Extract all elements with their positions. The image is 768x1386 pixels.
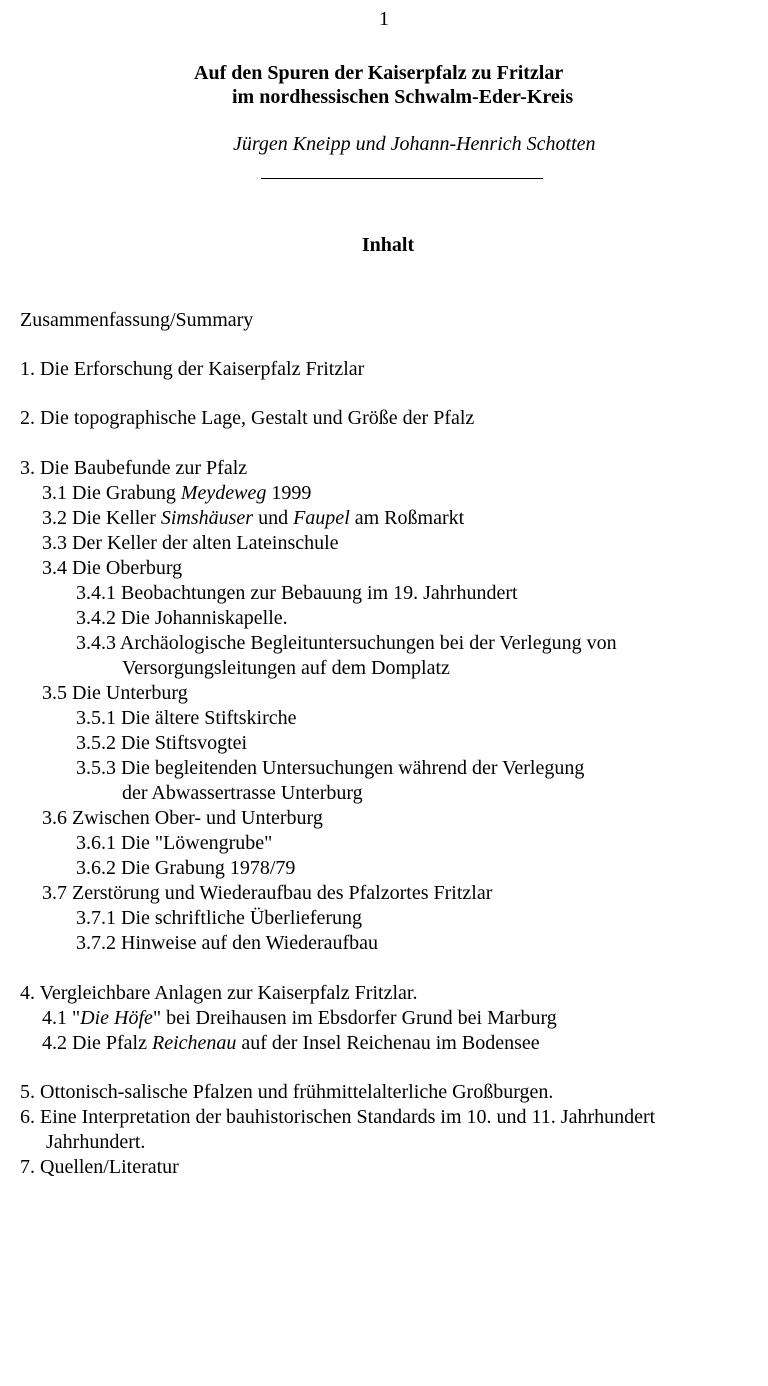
- toc-entry-italic-text: Reichenau: [151, 1032, 237, 1054]
- toc-entry-italic-text: Meydeweg: [180, 482, 267, 504]
- toc-entry-text: Zusammenfassung/Summary: [20, 309, 254, 331]
- toc-entry: [42, 881, 492, 906]
- toc-entry: [42, 531, 339, 556]
- toc-entry-text: Jahrhundert.: [46, 1131, 146, 1153]
- toc-entry-text: 3. Die Baubefunde zur Pfalz: [20, 457, 248, 479]
- toc-entry-text: 5. Ottonisch-salische Pfalzen und frühmittelalterliche Großburgen.: [20, 1081, 554, 1103]
- toc-entry-text: 3.6 Zwischen Ober- und Unterburg: [42, 807, 323, 829]
- toc-entry-text: 4.2 Die Pfalz: [42, 1032, 152, 1054]
- toc-entry-text: 2. Die topographische Lage, Gestalt und Größe der Pfalz: [20, 407, 475, 429]
- toc-entry: [76, 606, 288, 631]
- toc-entry: [20, 1080, 553, 1105]
- toc-entry: [76, 581, 518, 606]
- toc-entry-text: 1. Die Erforschung der Kaiserpfalz Fritzlar: [20, 358, 365, 380]
- toc-entry: [20, 1105, 655, 1130]
- toc-entry: [20, 981, 417, 1006]
- toc-entry-text: " bei Dreihausen im Ebsdorfer Grund bei Marburg: [152, 1007, 557, 1029]
- toc-entry-text: der Abwassertrasse Unterburg: [122, 782, 363, 804]
- toc-entry-text: 3.2 Die Keller: [42, 507, 161, 529]
- toc-entry-text: am Roßmarkt: [349, 507, 465, 529]
- toc-entry: [76, 931, 378, 956]
- toc-entry: [122, 781, 363, 806]
- toc-entry: [76, 756, 584, 781]
- toc-entry-text: 7. Quellen/Literatur: [20, 1156, 179, 1178]
- toc-entry-text: 1999: [266, 482, 312, 504]
- title-divider: [261, 178, 543, 179]
- toc-entry-text: auf der Insel Reichenau im Bodensee: [236, 1032, 540, 1054]
- toc-entry-text: 3.5.2 Die Stiftsvogtei: [76, 732, 248, 754]
- toc-entry: [42, 506, 464, 531]
- toc-entry: [42, 556, 182, 581]
- toc-entry: [76, 906, 362, 931]
- toc-entry: [20, 1155, 179, 1180]
- document-title-line-1: Auf den Spuren der Kaiserpfalz zu Fritzlar: [194, 62, 564, 84]
- toc-entry-text: 3.7.1 Die schriftliche Überlieferung: [76, 907, 363, 929]
- toc-entry-italic-text: Simshäuser: [160, 507, 254, 529]
- authors: Jürgen Kneipp und Johann-Henrich Schotten: [233, 133, 596, 155]
- toc-entry-text: 3.7 Zerstörung und Wiederaufbau des Pfalzortes Fritzlar: [42, 882, 493, 904]
- toc-entry: [42, 481, 311, 506]
- toc-entry-italic-text: Die Höfe: [80, 1007, 153, 1029]
- toc-entry-text: 4. Vergleichbare Anlagen zur Kaiserpfalz Fritzlar.: [20, 982, 418, 1004]
- toc-entry-text: 3.4.2 Die Johanniskapelle.: [76, 607, 288, 629]
- toc-entry: [42, 806, 323, 831]
- toc-entry-text: 3.4.3 Archäologische Begleituntersuchungen bei der Verlegung von: [76, 632, 617, 654]
- toc-entry-text: 3.6.1 Die "Löwengrube": [76, 832, 273, 854]
- toc-entry-text: 6. Eine Interpretation der bauhistorischen Standards im 10. und 11. Jahrhundert: [20, 1106, 656, 1128]
- toc-entry-text: 3.4.1 Beobachtungen zur Bebauung im 19. Jahrhundert: [76, 582, 518, 604]
- toc-entry: [46, 1130, 145, 1155]
- toc-entry: [20, 456, 247, 481]
- toc-entry-text: Versorgungsleitungen auf dem Domplatz: [122, 657, 450, 679]
- toc-entry: [76, 856, 295, 881]
- toc-entry: [76, 631, 617, 656]
- toc-entry: [42, 1031, 540, 1056]
- toc-entry-text: 3.5.3 Die begleitenden Untersuchungen während der Verlegung: [76, 757, 585, 779]
- toc-entry-text: und: [253, 507, 294, 529]
- toc-entry: [42, 1006, 557, 1031]
- toc-entry: [20, 308, 253, 333]
- document-title-line-2: im nordhessischen Schwalm-Eder-Kreis: [232, 86, 574, 108]
- toc-entry-text: 3.4 Die Oberburg: [42, 557, 183, 579]
- toc-entry: [20, 406, 474, 431]
- toc-entry: [42, 681, 188, 706]
- contents-heading: Inhalt: [361, 234, 415, 256]
- page-number: 1: [379, 8, 389, 30]
- toc-entry: [122, 656, 450, 681]
- toc-entry-text: 3.7.2 Hinweise auf den Wiederaufbau: [76, 932, 379, 954]
- toc-entry: [20, 357, 364, 382]
- toc-entry-text: 3.1 Die Grabung: [42, 482, 181, 504]
- toc-entry: [76, 731, 247, 756]
- toc-entry-text: 3.5 Die Unterburg: [42, 682, 188, 704]
- toc-entry: [76, 706, 297, 731]
- toc-entry-text: 3.5.1 Die ältere Stiftskirche: [76, 707, 297, 729]
- toc-entry-text: 4.1 ": [42, 1007, 81, 1029]
- toc-entry-italic-text: Faupel: [293, 507, 350, 529]
- toc-entry: [76, 831, 272, 856]
- toc-entry-text: 3.6.2 Die Grabung 1978/79: [76, 857, 296, 879]
- toc-entry-text: 3.3 Der Keller der alten Lateinschule: [42, 532, 339, 554]
